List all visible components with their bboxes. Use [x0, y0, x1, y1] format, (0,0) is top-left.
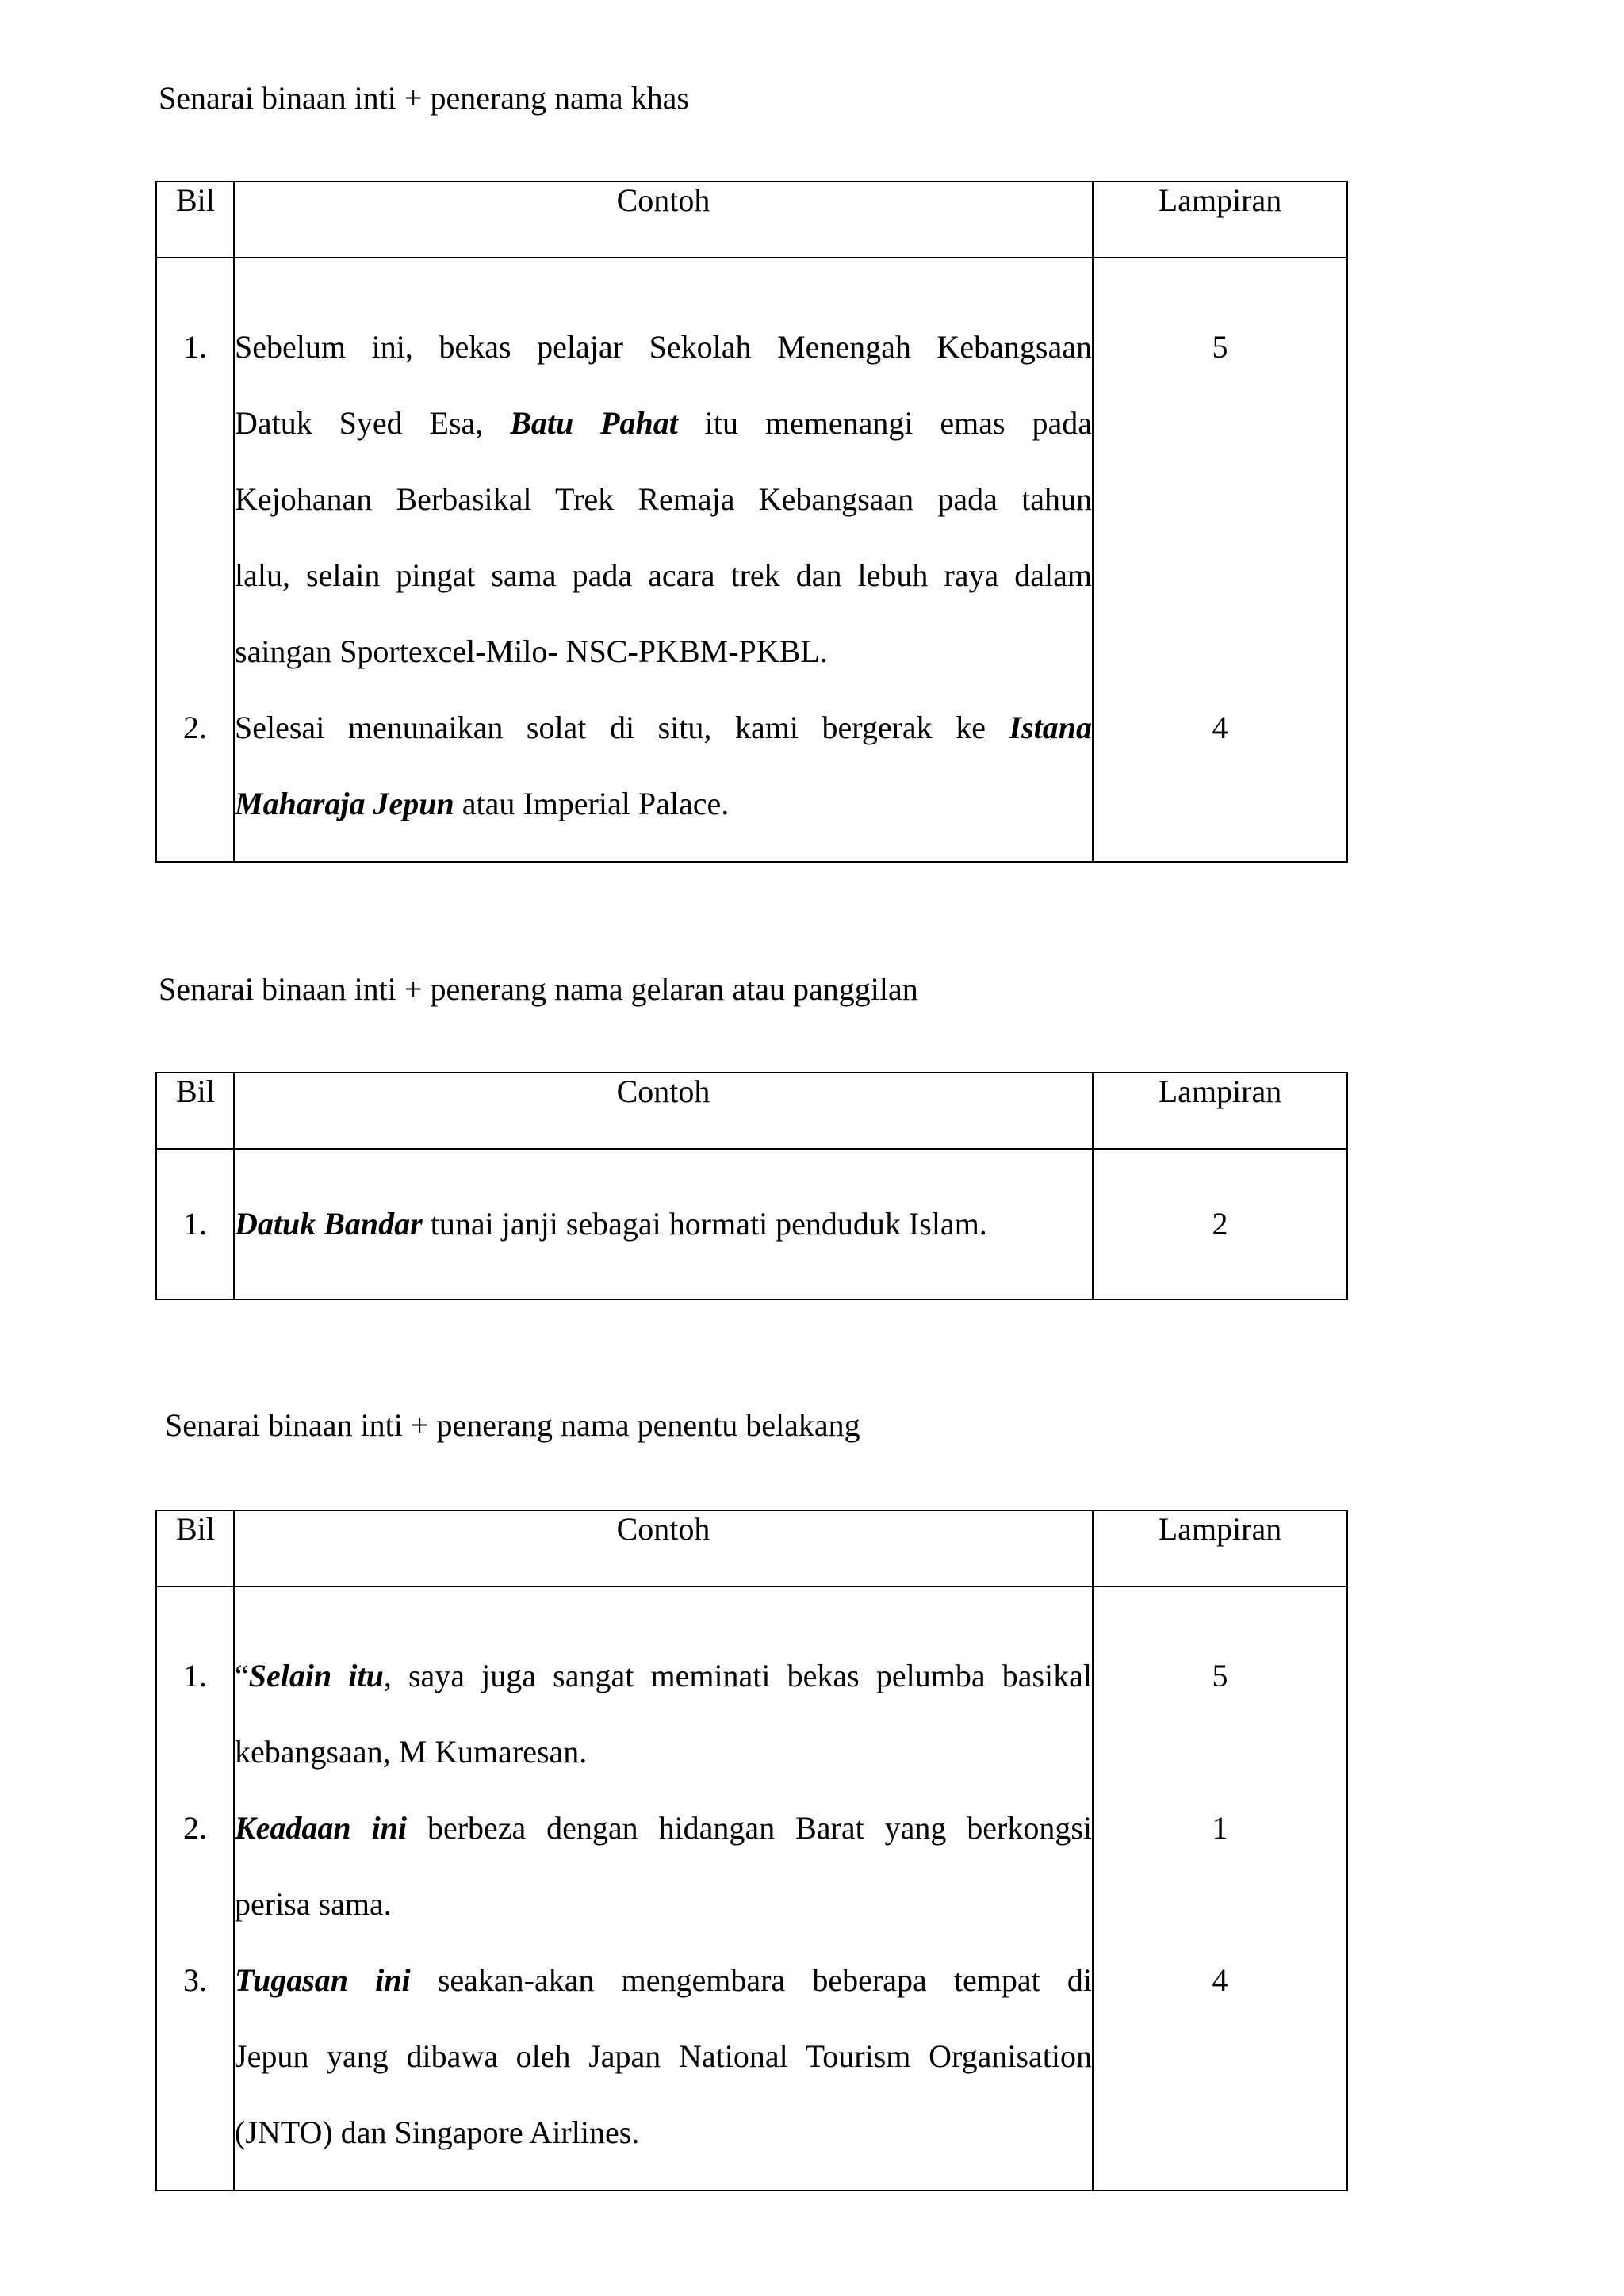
table-nama-khas [155, 181, 1348, 863]
text-line: Keadaan ini berbeza dengan hidangan Barat yang berkongsi [235, 1810, 1092, 1846]
row-number: 1. [183, 329, 207, 365]
text-line: kebangsaan, M Kumaresan. [235, 1734, 588, 1770]
lampiran-column [1093, 258, 1347, 862]
example-text [235, 1186, 1092, 1262]
lampiran-value: 4 [1212, 1962, 1228, 1998]
text-line: Datuk Bandar tunai janji sebagai hormati penduduk Islam. [235, 1206, 987, 1242]
table-header-row [156, 1510, 1347, 1586]
row-number: 1. [183, 1206, 207, 1242]
lampiran-value: 4 [1212, 710, 1228, 745]
text-line: (JNTO) dan Singapore Airlines. [235, 2114, 640, 2150]
emphasized-phrase: Batu Pahat [510, 405, 678, 441]
example-text [235, 309, 1092, 690]
section-title-nama-khas: Senarai binaan inti + penerang nama khas [159, 80, 689, 116]
emphasized-phrase: Keadaan ini [235, 1810, 408, 1846]
emphasized-phrase: Datuk Bandar [235, 1206, 423, 1242]
contoh-column [234, 1149, 1093, 1299]
emphasized-phrase: Maharaja Jepun [235, 786, 454, 821]
text-line: saingan Sportexcel-Milo- NSC-PKBM-PKBL. [235, 633, 828, 669]
text-line: Jepun yang dibawa oleh Japan National Tourism Organisation [235, 2038, 1092, 2074]
header-contoh: Contoh [234, 182, 1093, 258]
bil-column [156, 258, 234, 862]
table-row [156, 258, 1347, 862]
row-number: 1. [183, 1658, 207, 1693]
lampiran-value: 1 [1212, 1810, 1228, 1846]
table-row [156, 1586, 1347, 2191]
contoh-column [234, 1586, 1093, 2191]
lampiran-value: 2 [1212, 1206, 1228, 1242]
lampiran-column [1093, 1149, 1347, 1299]
text-line: Kejohanan Berbasikal Trek Remaja Kebangsaan pada tahun [235, 481, 1092, 517]
bil-column [156, 1149, 234, 1299]
emphasized-phrase: Selain itu [248, 1658, 384, 1693]
lampiran-value: 5 [1212, 329, 1228, 365]
header-lampiran: Lampiran [1093, 1073, 1347, 1149]
contoh-column [234, 258, 1093, 862]
example-text [235, 690, 1092, 842]
row-number: 3. [183, 1962, 207, 1998]
emphasized-phrase: Tugasan ini [235, 1962, 411, 1998]
header-bil: Bil [156, 182, 234, 258]
bil-column [156, 1586, 234, 2191]
table-row [156, 1149, 1347, 1299]
header-lampiran: Lampiran [1093, 182, 1347, 258]
row-number: 2. [183, 1810, 207, 1846]
text-line: lalu, selain pingat sama pada acara trek dan lebuh raya dalam [235, 557, 1092, 593]
text-line: Sebelum ini, bekas pelajar Sekolah Menengah Kebangsaan [235, 329, 1092, 365]
text-line: Maharaja Jepun atau Imperial Palace. [235, 786, 730, 821]
header-bil: Bil [156, 1073, 234, 1149]
lampiran-column [1093, 1586, 1347, 2191]
text-line: Tugasan ini seakan-akan mengembara beberapa tempat di [235, 1962, 1093, 1998]
example-text [235, 1790, 1092, 1942]
example-text [235, 1942, 1092, 2171]
table-header-row [156, 182, 1347, 258]
text-line: “Selain itu, saya juga sangat meminati bekas pelumba basikal [235, 1658, 1093, 1693]
table-penentu-belakang [155, 1510, 1348, 2191]
header-contoh: Contoh [234, 1510, 1093, 1586]
emphasized-phrase: Istana [1009, 710, 1092, 745]
header-contoh: Contoh [234, 1073, 1093, 1149]
row-number: 2. [183, 710, 207, 745]
section-title-nama-gelaran: Senarai binaan inti + penerang nama gelaran atau panggilan [159, 971, 918, 1007]
text-line: Datuk Syed Esa, Batu Pahat itu memenangi emas pada [235, 405, 1092, 441]
lampiran-value: 5 [1212, 1658, 1228, 1693]
example-text [235, 1638, 1092, 1790]
text-line: Selesai menunaikan solat di situ, kami bergerak ke Istana [235, 710, 1092, 745]
section-title-penentu-belakang: Senarai binaan inti + penerang nama penentu belakang [165, 1407, 860, 1443]
header-bil: Bil [156, 1510, 234, 1586]
header-lampiran: Lampiran [1093, 1510, 1347, 1586]
table-nama-gelaran [155, 1072, 1348, 1300]
text-line: perisa sama. [235, 1886, 392, 1922]
table-header-row [156, 1073, 1347, 1149]
